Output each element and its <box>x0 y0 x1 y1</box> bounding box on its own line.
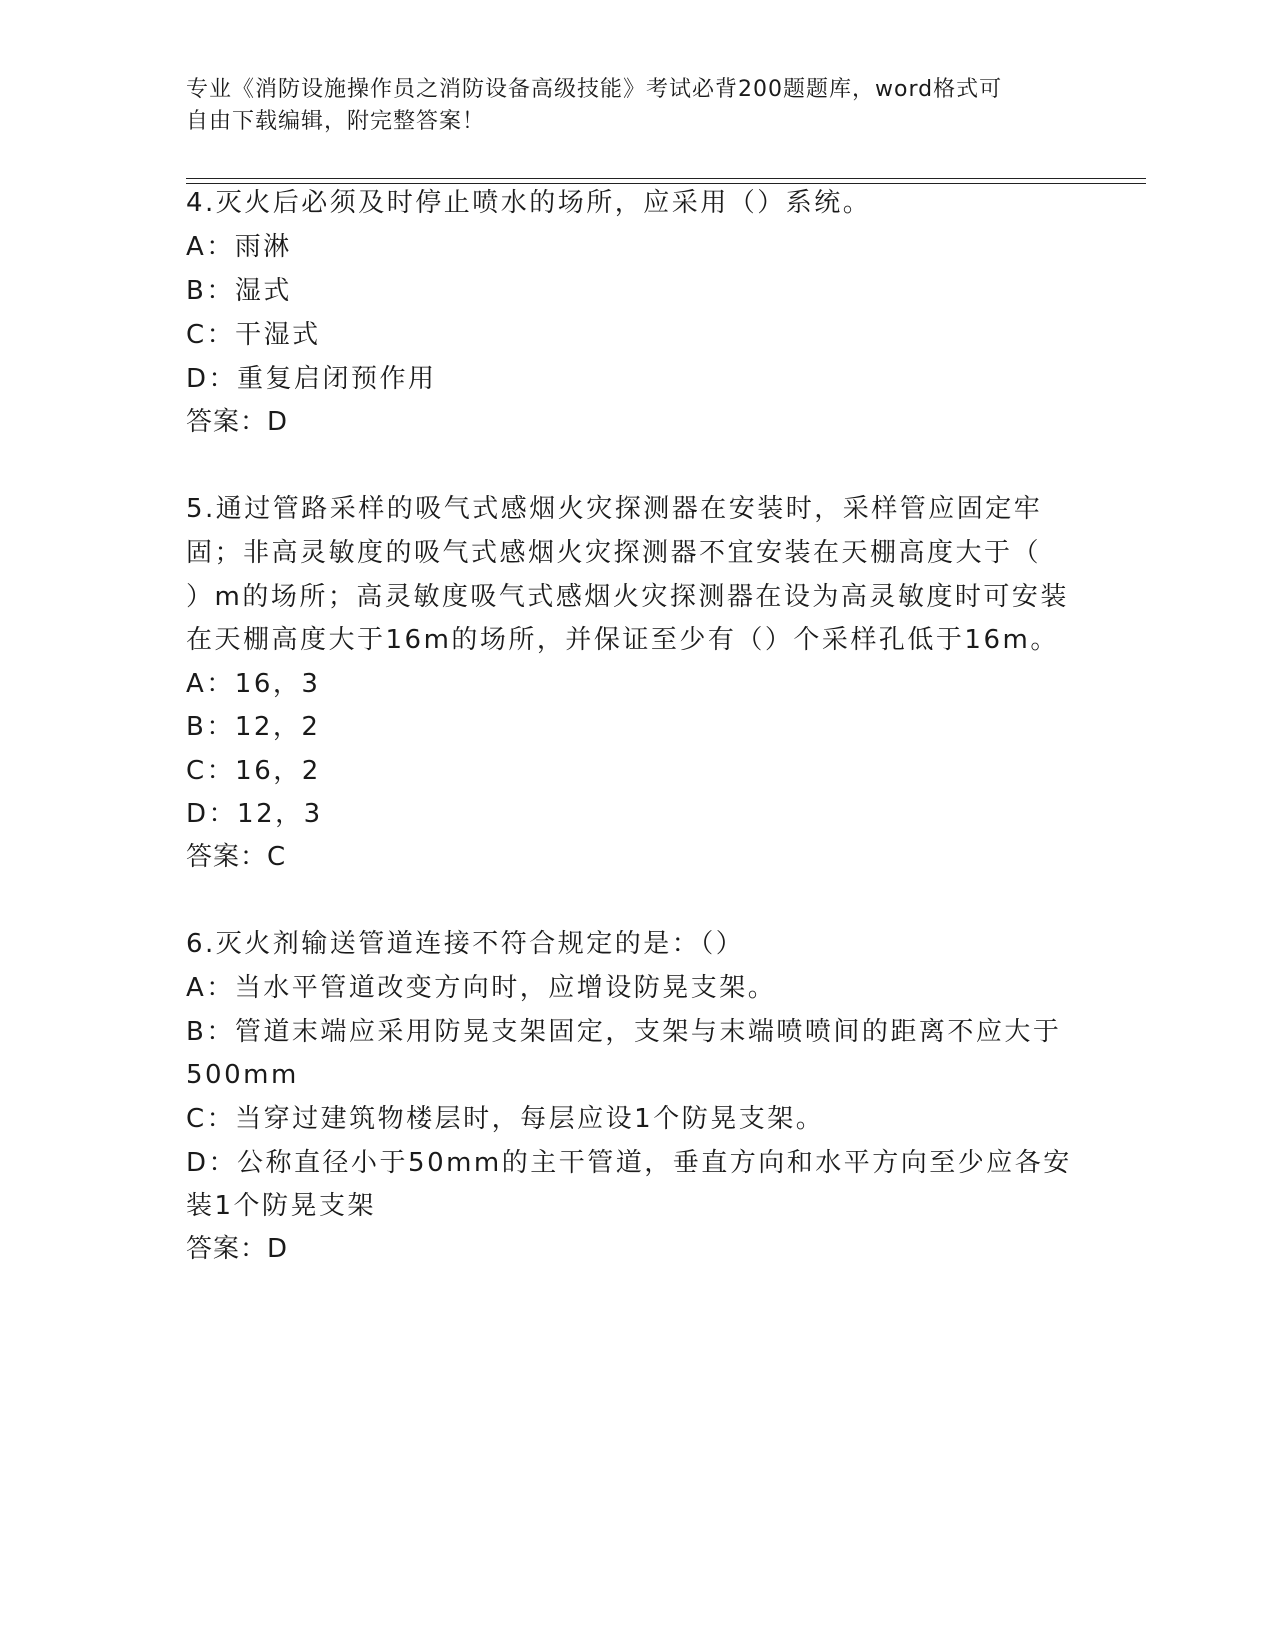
question-5-option-d: D：12，3 <box>186 799 323 829</box>
document-header <box>186 74 1066 138</box>
question-4-option-a: A：雨淋 <box>186 232 292 262</box>
question-4-stem: 4.灭火后必须及时停止喷水的场所，应采用（）系统。 <box>186 188 872 218</box>
question-4-answer: 答案：D <box>186 407 289 437</box>
question-5-stem-line-4: 在天棚高度大于16m的场所，并保证至少有（）个采样孔低于16m。 <box>186 625 1059 655</box>
header-line-2: 自由下载编辑，附完整答案！ <box>186 109 486 134</box>
question-6-option-d-line-1: D：公称直径小于50mm的主干管道，垂直方向和水平方向至少应各安 <box>186 1148 1072 1178</box>
header-divider-bottom <box>186 183 1146 184</box>
question-6-option-c: C：当穿过建筑物楼层时，每层应设1个防晃支架。 <box>186 1104 825 1134</box>
question-5-stem-line-1: 5.通过管路采样的吸气式感烟火灾探测器在安装时，采样管应固定牢 <box>186 494 1043 524</box>
question-6-option-b-line-1: B：管道末端应采用防晃支架固定，支架与末端喷喷间的距离不应大于 <box>186 1017 1062 1047</box>
question-6-option-a: A：当水平管道改变方向时，应增设防晃支架。 <box>186 973 777 1003</box>
question-5-option-b: B：12，2 <box>186 712 321 742</box>
question-5-option-a: A：16，3 <box>186 669 321 699</box>
question-4-option-c: C：干湿式 <box>186 320 321 350</box>
question-6-option-b-line-2: 500mm <box>186 1060 299 1090</box>
question-5-option-c: C：16，2 <box>186 756 321 786</box>
question-4-option-d: D：重复启闭预作用 <box>186 364 437 394</box>
question-6-answer: 答案：D <box>186 1234 289 1264</box>
header-line-1: 专业《消防设施操作员之消防设备高级技能》考试必背200题题库，word格式可 <box>186 77 1003 102</box>
question-5-stem-line-3: ）m的场所；高灵敏度吸气式感烟火灾探测器在设为高灵敏度时可安装 <box>186 582 1069 612</box>
question-6-stem: 6.灭火剂输送管道连接不符合规定的是：（） <box>186 929 745 959</box>
question-4-option-b: B：湿式 <box>186 276 292 306</box>
header-divider-top <box>186 178 1146 179</box>
question-5-stem-line-2: 固；非高灵敏度的吸气式感烟火灾探测器不宜安装在天棚高度大于（ <box>186 538 1042 568</box>
question-6-option-d-line-2: 装1个防晃支架 <box>186 1191 377 1221</box>
question-5-answer: 答案：C <box>186 842 287 872</box>
